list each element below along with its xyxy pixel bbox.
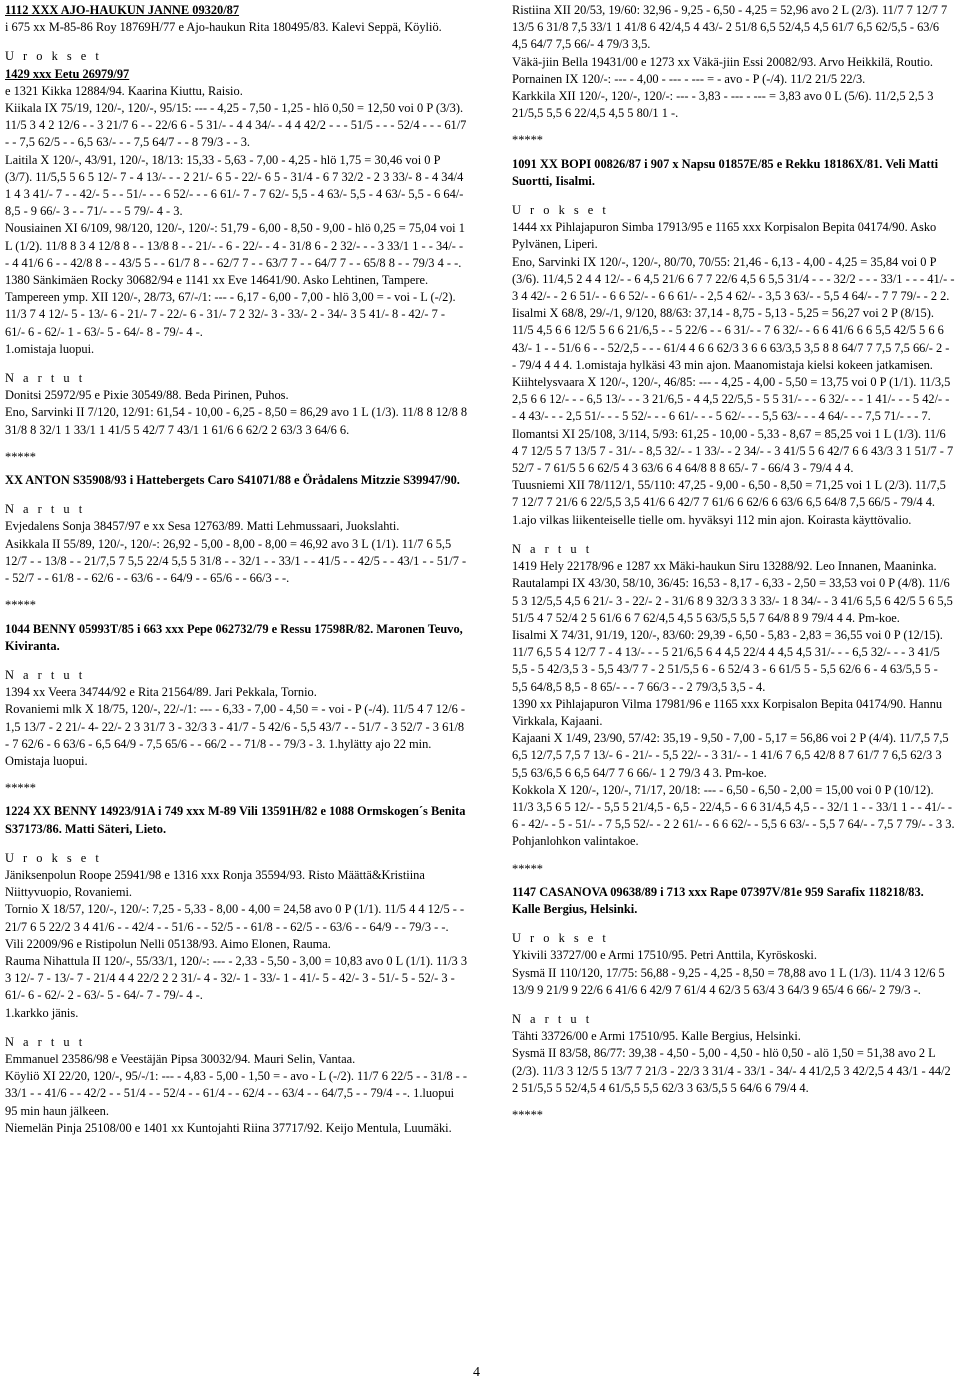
result-paragraph: Kajaani X 1/49, 23/90, 57/42: 35,19 - 9,50 - 7,00 - 5,17 = 56,86 voi 2 P (4/4). 11/7,5 7,5 6,5 12/7,5 7,5 7 13/- 6 - 21/- - 5,5 22/- - 3 31/- - 1 41/6 7 6,5 42/8 8 7 61/7 7 6,5 62/3 3 5,5 63/6,5 6 6,5 64/7 7 6 66/- 1 2 79/3 4 3. Pm-koe. bbox=[512, 731, 949, 780]
dog-heading: 1091 XX BOPI 00826/87 i 907 x Napsu 01857E/85 e Rekku 18186X/81. Veli Matti Suortti, Iisalmi. bbox=[512, 156, 939, 188]
separator: ***** bbox=[512, 861, 543, 876]
result-paragraph: Eno, Sarvinki II 7/120, 12/91: 61,54 - 10,00 - 6,25 - 8,50 = 86,29 avo 1 L (1/3). 11/8 8 12/8 8 31/8 8 32/1 1 33/1 1 41/5 5 42/7 7 43/1 1 61/6 6 62/2 2 63/3 3 64/6 6. bbox=[5, 405, 468, 437]
result-paragraph: Sysmä II 110/120, 17/75: 56,88 - 9,25 - 4,25 - 8,50 = 78,88 avo 1 L (1/3). 11/4 3 12/6 5 13/9 9 21/9 9 22/6 6 41/6 6 42/9 7 61/4 4 62/3 5 63/4 3 64/3 9 65/4 6 66/- 2 79/3 -. bbox=[512, 965, 945, 997]
page-number: 4 bbox=[473, 1365, 480, 1380]
result-paragraph: Köyliö XI 22/20, 120/-, 95/-/1: --- - 4,83 - 5,00 - 1,50 = - avo - L (-/2). 11/7 6 22/5 - - 31/8 - - 33/1 - - 41/6 - - 42/2 - - 51/4 - - 52/4 - - 61/4 - - 62/4 - - 63/4 - - 64/7,5 - - 79/4 - -. 1.luopui 95 min haun jälkeen. bbox=[5, 1069, 468, 1118]
result-paragraph: i 675 xx M-85-86 Roy 18769H/77 e Ajo-haukun Rita 180495/83. Kalevi Seppä, Köyliö. bbox=[5, 20, 442, 35]
result-paragraph: Ilomantsi XI 25/108, 3/114, 5/93: 61,25 - 10,00 - 5,33 - 8,67 = 85,25 voi 1 L (1/3). 11/6 4 7 12/5 5 7 13/5 7 - 31/- - 8,5 32/- - 1 33/- - 2 34/- - 3 41/5 5 6 42/7 6 6 43/3 3 1 51/7 - 7 52/7 - 7 61/5 5 6 62/5 4 3 63/6 6 4 64/8 8 8 65/- 7 - 66/4 3 - 79/4 4 4. bbox=[512, 426, 954, 476]
dog-heading: 1224 XX BENNY 14923/91A i 749 xxx M-89 Vili 13591H/82 e 1088 Ormskogen´s Benita S37173/86. Matti Säteri, Lieto. bbox=[5, 804, 466, 836]
dog-heading: 1112 XXX AJO-HAUKUN JANNE 09320/87 bbox=[5, 3, 240, 17]
result-paragraph: Nousiainen XI 6/109, 98/120, 120/-, 120/-: 51,79 - 6,00 - 8,50 - 9,00 - hlö 0,25 = 75,04 voi 1 L (1/2). 11/8 8 3 4 12/8 8 - - 13/8 8 - - 21/- - 6 - 22/- - 4 - 31/8 6 - 2 32/- - - 3 33/1 1 - - 34/- - - 4 41/6 6 - - 42/8 8 - - 43/5 5 - - 61/7 8 - - 62/7 7 - - 63/7 7 - - 64/7 7 - - 65/8 8 - - 79/3 4 - -. bbox=[5, 221, 465, 270]
result-paragraph: e 1321 Kikka 12884/94. Kaarina Kiuttu, Raisio. bbox=[5, 83, 243, 98]
section-heading: U r o k s e t bbox=[512, 203, 609, 218]
result-paragraph: Tornio X 18/57, 120/-, 120/-: 7,25 - 5,33 - 8,00 - 4,00 = 24,58 avo 0 P (1/1). 11/5 4 4 12/5 - - 21/7 6 5 22/2 3 4 41/6 - - 42/4 - - 51/6 - - 52/5 - - 61/8 - - 62/5 - - 63/6 - - 64/9 - - 79/3 - -. bbox=[5, 902, 465, 934]
result-paragraph: Ykivili 33727/00 e Armi 17510/95. Petri Anttila, Kyröskoski. bbox=[512, 948, 817, 963]
result-paragraph: Tähti 33726/00 e Armi 17510/95. Kalle Bergius, Helsinki. bbox=[512, 1029, 801, 1044]
result-paragraph: Ristiina XII 20/53, 19/60: 32,96 - 9,25 - 6,50 - 4,25 = 52,96 avo 2 L (2/3). 11/7 7 12/7 7 13/5 6 31/8 7,5 33/1 1 41/8 6 42/4,5 4 43/- 2 51/8 6,5 52/4,5 4,5 61/7 6,5 62/5,5 - 63/6 4,5 64/7 7,5 66/- 4 79/3 3,5. bbox=[512, 3, 948, 52]
result-paragraph: 1390 xx Pihlajapuron Vilma 17981/96 e 1165 xxx Korpisalon Bepita 04174/90. Hannu Virkkala, Kajaani. bbox=[512, 696, 943, 728]
result-paragraph: Rauma Nihattula II 120/-, 55/33/1, 120/-: --- - 2,33 - 5,50 - 3,00 = 10,83 avo 0 L (1/1). 11/3 3 3 12/- 7 - 13/- 7 - 21/4 4 4 22/2 2 2 31/- 4 - 32/- 1 - 33/- 1 - 41/- 5 - 42/- 3 - 51/- 5 - 52/- 3 - 61/- 6 - 62/- 2 - 63/- 5 - 64/- 7 - 79/- 4 -. bbox=[5, 953, 468, 1003]
result-paragraph: Tampereen ymp. XII 120/-, 28/73, 67/-/1: --- - 6,17 - 6,00 - 7,00 - hlö 3,00 = - voi - L (-/2). 11/3 7 4 12/- 5 - 13/- 6 - 21/- 7 - 22/- 6 - 31/- 7 2 32/- 3 - 33/- 2 - 34/- 3 5 41/- 8 - 42/- 7 - 61/- 6 - 62/- 1 - 63/- 5 - 64/- 8 - 79/- 4 -. bbox=[5, 290, 456, 339]
result-paragraph: Iisalmi X 68/8, 29/-/1, 9/120, 88/63: 37,14 - 8,75 - 5,13 - 5,25 = 56,27 voi 2 P (8/15). 11/5 4,5 6 6 12/5 5 6 6 21/6,5 - - 5 22/6 - - 6 31/- - 7 6 32/- - 6 6 41/6 6 6 5,5 42/5 5 6 6 43/- 1 - - 51/6 6 - - 52/2,5 - - - 61/4 4 6 6 62/3 3 6 6 63/3,5 3,5 8 8 64/7 7 7,5 7,5 66/- 2 - - 79/4 4 4 4. 1.omistaja hylkäsi 43 min ajon. Maanomistaja kielsi kokeen jatkamisen. bbox=[512, 306, 950, 372]
left-column bbox=[5, 2, 468, 1137]
dog-heading: XX ANTON S35908/93 i Hattebergets Caro S41071/88 e Örådalens Mitzzie S39947/90. bbox=[5, 473, 460, 488]
result-paragraph: Rovaniemi mlk X 18/75, 120/-, 22/-/1: --- - 6,33 - 7,00 - 4,50 = - voi - P (-/4). 11/5 4 7 12/6 - 1,5 13/7 - 2 21/- 4- 22/- 2 3 31/7 3 - 32/3 3 - 41/7 - 5 42/6 - 5,5 43/7 - - 51/7 - 3 52/7 - 3 61/8 - 7 62/6 - 6 63/6 - 6,5 64/9 - 7,5 65/6 - - 66/2 - - 71/8 - - 79/3 - 3. 1.hylätty ajo 22 min. Omistaja luopui. bbox=[5, 702, 465, 768]
result-paragraph: Kiikala IX 75/19, 120/-, 120/-, 95/15: --- - 4,25 - 7,50 - 1,25 - hlö 0,50 = 12,50 voi 0 P (3/3). 11/5 3 4 2 12/6 - - 3 21/7 6 - - 22/6 6 - 5 31/- - 4 4 34/- - 4 4 42/2 - - - 51/5 - - - 52/4 - - - 61/7 - - 7,5 62/5 - - 6,5 63/- - - 7,5 64/7 - - 8 79/3 - - 3. bbox=[5, 101, 467, 150]
dog-heading: 1429 xxx Eetu 26979/97 bbox=[5, 66, 130, 81]
result-paragraph: Donitsi 25972/95 e Pixie 30549/88. Beda Pirinen, Puhos. bbox=[5, 388, 289, 403]
result-paragraph: Laitila X 120/-, 43/91, 120/-, 18/13: 15,33 - 5,63 - 7,00 - 4,25 - hlö 1,75 = 30,46 voi 0 P (3/7). 11/5,5 5 6 5 12/- 7 - 4 13/- - - 2 21/- 6 5 - 22/- 6 5 - 31/4 - 6 7 32/2 - 2 3 33/- 8 - 4 34/4 1 4 3 41/- 7 - - 42/- 5 - - 51/- - - 6 52/- - - 6 61/- 7 - 7 62/- 5,5 - 4 63/- 5,5 - 4 63/- 5,5 - 6 64/- 8,5 - 9 66/- 3 - - 71/- - - 5 79/- 4 - 3. bbox=[5, 152, 464, 219]
result-paragraph: Vili 22009/96 e Ristipolun Nelli 05138/93. Aimo Elonen, Rauma. bbox=[5, 936, 331, 951]
result-paragraph: 1394 xx Veera 34744/92 e Rita 21564/89. Jari Pekkala, Tornio. bbox=[5, 685, 317, 700]
result-paragraph: 1444 xx Pihlajapuron Simba 17913/95 e 1165 xxx Korpisalon Bepita 04174/90. Asko Pylvänen, Liperi. bbox=[512, 220, 937, 252]
section-heading: N a r t u t bbox=[5, 667, 86, 682]
result-paragraph: Eno, Sarvinki IX 120/-, 120/-, 80/70, 70/55: 21,46 - 6,13 - 4,00 - 4,25 = 35,84 voi 0 P (3/6). 11/4,5 2 4 4 12/- - 6 4,5 21/6 6 7 7 22/6 4,5 6 5,5 31/4 - - - 32/2 - - - 33/1 - - - 41/- - 3 4 42/- - 2 6 51/- - 6 6 52/- - 6 6 61/- - 2,5 4 62/- - 3,5 3 63/- - 5,5 4 64/- - 7 7 79/- - 2 2. bbox=[512, 254, 955, 304]
section-heading: N a r t u t bbox=[512, 1011, 593, 1026]
section-heading: U r o k s e t bbox=[512, 931, 609, 946]
separator: ***** bbox=[5, 781, 36, 796]
result-paragraph: Iisalmi X 74/31, 91/19, 120/-, 83/60: 29,39 - 6,50 - 5,83 - 2,83 = 36,55 voi 0 P (12/15). 11/7 6,5 5 4 12/7 7 - 4 13/- - - 5 21/6,5 6 4 4,5 22/4 4 4,5 4,5 31/- - - 6,5 32/- - - 3 41/5 5,5 - 5 42/3,5 3 - 5,5 43/7 7 - 2 51/5,5 6 - 6 52/4 3 - 6 61/5 5 - 5,5 62/6 6 - 4 63/5,5 5 - 5,5 64/8,5 8,5 - 8 65/- - - 7 66/3 - - 2 79/3,5 3,5 - 4. bbox=[512, 627, 943, 694]
result-paragraph: Väkä-jiin Bella 19431/00 e 1273 xx Väkä-jiin Essi 20082/93. Arvo Heikkilä, Routio. bbox=[512, 54, 934, 69]
result-paragraph: 1419 Hely 22178/96 e 1287 xx Mäki-haukun Siru 13288/92. Leo Innanen, Maaninka. bbox=[512, 559, 937, 574]
section-heading: N a r t u t bbox=[5, 371, 86, 386]
section-heading: U r o k s e t bbox=[5, 850, 102, 865]
dog-heading: 1044 BENNY 05993T/85 i 663 xxx Pepe 062732/79 e Ressu 17598R/82. Maronen Teuvo, Kiviranta. bbox=[5, 621, 463, 653]
separator: ***** bbox=[512, 1107, 543, 1122]
result-paragraph: Asikkala II 55/89, 120/-, 120/-: 26,92 - 5,00 - 8,00 - 8,00 = 46,92 avo 3 L (1/1). 11/7 6 5,5 12/7 - - 13/8 - - 21/7,5 7 5,5 22/4 5,5 5 31/8 - - 32/1 - - 33/1 - - 41/5 - - 42/5 - - 43/1 - - 51/7 - - 52/7 - - 61/8 - - 62/6 - - 63/6 - - 64/9 - - 65/6 - - 66/3 - -. bbox=[5, 536, 467, 586]
right-column bbox=[512, 2, 955, 1130]
result-paragraph: Emmanuel 23586/98 e Veestäjän Pipsa 30032/94. Mauri Selin, Vantaa. bbox=[5, 1051, 356, 1066]
separator: ***** bbox=[512, 133, 543, 148]
section-heading: N a r t u t bbox=[5, 502, 86, 517]
separator: ***** bbox=[5, 449, 36, 464]
result-paragraph: Pornainen IX 120/-: --- - 4,00 - --- - --- = - avo - P (-/4). 11/2 21/5 22/3. bbox=[512, 71, 866, 86]
result-paragraph: Kiihtelysvaara X 120/-, 120/-, 46/85: --- - 4,25 - 4,00 - 5,50 = 13,75 voi 0 P (1/1). 11/3,5 2,5 6 6 12/- - - 6,5 13/- - - 3 21/6,5 - 4 4,5 22/5,5 - 5 5 31/- - - 6 32/- - - 1 41/- - - 5 42/- - - 4 43/- - - 2,5 51/- - - 5 52/- - - 6 61/- - - 5 62/- - - 5,5 63/- - - 4 64/- - - 7,5 71/- - - 7. bbox=[512, 375, 951, 424]
result-paragraph: Evjedalens Sonja 38457/97 e xx Sesa 12763/89. Matti Lehmussaari, Juokslahti. bbox=[5, 519, 400, 534]
result-paragraph: Kokkola X 120/-, 120/-, 71/17, 20/18: --- - 6,50 - 6,50 - 2,00 = 15,00 voi 0 P (10/12). 11/3 3,5 6 5 12/- - 5,5 5 21/4,5 - 6,5 - 22/4,5 - 6 6 31/4,5 4,5 - - 32/1 1 - - 33/1 1 - - 41/- - 6 - 42/- - 5 - 51/- - 7 5,5 52/- - 2 2 61/- - 6 6 62/- - 5,5 6 63/- - 5,5 7 64/- - 7,5 7 79/- - 3 3. Pohjanlohkon valintakoe. bbox=[512, 782, 955, 849]
dog-heading: 1147 CASANOVA 09638/89 i 713 xxx Rape 07397V/81e 959 Sarafix 118218/83. Kalle Bergius, Helsinki. bbox=[512, 884, 924, 916]
result-paragraph: Sysmä II 83/58, 86/77: 39,38 - 4,50 - 5,00 - 4,50 - hlö 0,50 - alö 1,50 = 51,38 avo 2 L (2/3). 11/3 3 12/5 5 13/7 7 21/3 - 22/3 3 31/4 - 33/1 - 34/- 4 41/2,5 3 42/2,5 4 43/1 - 44/2 2 51/5,5 5 52/4,5 4 61/5,5 5,5 62/3 3 63/5,5 5 64/6 6 79/4 4. bbox=[512, 1046, 951, 1095]
section-heading: N a r t u t bbox=[5, 1034, 86, 1049]
result-paragraph: Rautalampi IX 43/30, 58/10, 36/45: 16,53 - 8,17 - 6,33 - 2,50 = 33,53 voi 0 P (4/8). 11/6 5 3 12/5,5 4,5 6 21/- 3 - 22/- 2 - 31/6 8 9 32/3 3 3 33/- 1 8 34/- - 3 41/6 5,5 6 42/5 5 6 5,5 51/5 4 7 52/4 2 5 61/6 6 7 62/4,5 4,5 5 63/5,5 5,5 7 64/8 8 9 79/4 4 4. Pm-koe. bbox=[512, 576, 953, 625]
separator: ***** bbox=[5, 598, 36, 613]
result-paragraph: Tuusniemi XII 78/112/1, 55/110: 47,25 - 9,00 - 6,50 - 8,50 = 71,25 voi 1 L (2/3). 11/7,5 7 12/7 7 21/6 6 22/5,5 3,5 41/6 6 42/7 7 61/6 6 62/6 6 63/6 6,5 64/8 7,5 66/5 - 79/4 4. 1.ajo vilkas liikenteiselle tielle om. hyväksyi 112 min ajon. Koirasta käyttövalio. bbox=[512, 478, 946, 527]
section-heading: U r o k s e t bbox=[5, 49, 102, 64]
result-paragraph: Niemelän Pinja 25108/00 e 1401 xx Kuntojahti Riina 37717/92. Keijo Mentula, Luumäki. bbox=[5, 1120, 452, 1135]
result-paragraph: Karkkila XII 120/-, 120/-, 120/-: --- - 3,83 - --- - --- = 3,83 avo 0 L (5/6). 11/2,5 2,5 3 21/5,5 5,5 6 22/4,5 4,5 5 80/1 1 -. bbox=[512, 89, 934, 121]
result-paragraph: 1.omistaja luopui. bbox=[5, 341, 95, 356]
result-paragraph: Jäniksenpolun Roope 25941/98 e 1316 xxx Ronja 35594/93. Risto Määttä&Kristiina Niittyvuopio, Rovaniemi. bbox=[5, 867, 425, 900]
result-paragraph: 1.karkko jänis. bbox=[5, 1005, 79, 1020]
result-paragraph: 1380 Sänkimäen Rocky 30682/94 e 1141 xx Eve 14641/90. Asko Lehtinen, Tampere. bbox=[5, 273, 429, 288]
section-heading: N a r t u t bbox=[512, 541, 593, 556]
